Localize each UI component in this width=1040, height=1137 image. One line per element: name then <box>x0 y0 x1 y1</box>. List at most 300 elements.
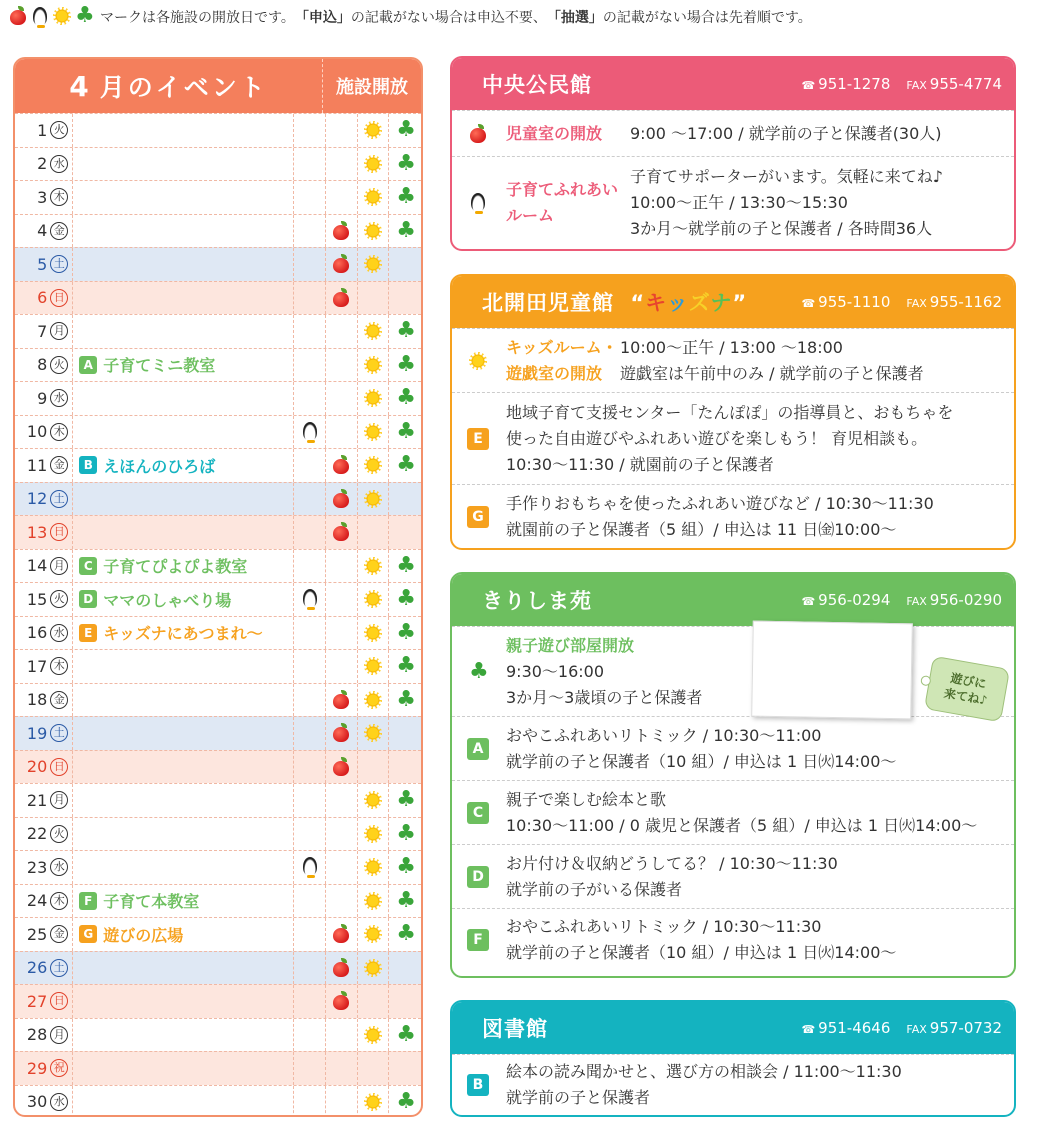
peng-cell <box>294 851 326 884</box>
calendar-row <box>15 180 421 214</box>
item-name: 子育てふれあい ルーム <box>506 179 619 225</box>
peng-cell <box>294 349 326 382</box>
calendar-row <box>15 683 421 717</box>
phone-icon: ☎ <box>801 595 816 608</box>
day-cell <box>15 885 73 918</box>
peng-cell <box>294 282 326 315</box>
calendar-row <box>15 381 421 415</box>
calendar-row <box>15 113 421 147</box>
clover-icon <box>395 857 415 877</box>
day-cell <box>15 751 73 784</box>
sun-icon <box>363 790 383 810</box>
peng-cell <box>294 918 326 951</box>
sun-icon <box>363 455 383 475</box>
phone-icon: ☎ <box>801 297 816 310</box>
list-item <box>452 1054 1014 1114</box>
apple-icon <box>331 757 351 777</box>
sun-cell <box>358 851 390 884</box>
sun-cell <box>358 114 390 147</box>
legend-lottery: 「抽選」 <box>546 10 603 26</box>
day-number: 21 <box>26 790 48 810</box>
day-of-week: 祝 <box>50 1059 68 1077</box>
apple-cell <box>326 483 358 516</box>
day-of-week: 月 <box>50 322 68 340</box>
day-number: 27 <box>26 991 48 1011</box>
day-cell <box>15 818 73 851</box>
day-of-week: 金 <box>50 925 68 943</box>
facility-open-header: 施設開放 <box>336 77 408 98</box>
sun-cell <box>358 617 390 650</box>
peng-cell <box>294 315 326 348</box>
calendar-title <box>15 59 323 113</box>
contact-info <box>801 1019 1002 1037</box>
sun-cell <box>358 550 390 583</box>
apple-icon <box>331 690 351 710</box>
sun-icon <box>363 1025 383 1045</box>
event-calendar <box>13 57 423 1117</box>
peng-cell <box>294 181 326 214</box>
sun-cell <box>358 1019 390 1052</box>
clover-icon <box>395 321 415 341</box>
event-cell <box>73 282 294 315</box>
sun-icon <box>363 489 383 509</box>
list-item <box>452 844 1014 908</box>
penguin-icon <box>300 588 320 610</box>
apple-cell <box>326 617 358 650</box>
card-header <box>452 58 1014 110</box>
event-tag: A <box>467 738 489 760</box>
day-of-week: 金 <box>50 456 68 474</box>
list-item <box>452 328 1014 392</box>
apple-cell <box>326 516 358 549</box>
clover-icon <box>395 824 415 844</box>
contact-info <box>801 591 1002 609</box>
kizuna-letter: ナ <box>710 291 733 315</box>
event-cell <box>73 851 294 884</box>
event-tag: F <box>467 929 489 951</box>
calendar-row <box>15 247 421 281</box>
apple-cell <box>326 851 358 884</box>
peng-cell <box>294 248 326 281</box>
sun-icon <box>363 355 383 375</box>
clover-icon <box>395 623 415 643</box>
clover-icon <box>395 656 415 676</box>
item-detail: おやこふれあいリトミック / 10:30〜11:30 就学前の子と保護者（10 組）/ 申込は 1 日㈫14:00〜 <box>506 916 897 962</box>
apple-cell <box>326 550 358 583</box>
apple-cell <box>326 349 358 382</box>
day-of-week: 水 <box>50 858 68 876</box>
item-detail: 地域子育て支援センター「たんぽぽ」の指導員と、おもちゃを 使った自由遊びやふれあい遊びを楽しもう！ 育児相談も。 10:30〜11:30 / 就園前の子と保護者 <box>506 402 954 474</box>
day-of-week: 日 <box>50 992 68 1010</box>
sun-cell <box>358 885 390 918</box>
day-cell <box>15 349 73 382</box>
legend-bar <box>8 6 812 28</box>
list-item <box>452 716 1014 780</box>
day-cell <box>15 1086 73 1118</box>
day-cell <box>15 1052 73 1085</box>
day-number: 8 <box>37 355 48 375</box>
day-number: 24 <box>26 891 48 911</box>
day-cell <box>15 952 73 985</box>
day-number: 17 <box>26 656 48 676</box>
calendar-row <box>15 984 421 1018</box>
day-of-week: 土 <box>50 490 68 508</box>
peng-cell <box>294 449 326 482</box>
sun-cell <box>358 282 390 315</box>
apple-icon <box>331 924 351 944</box>
day-cell <box>15 918 73 951</box>
peng-cell <box>294 382 326 415</box>
clover-cell <box>389 1052 421 1085</box>
clover-cell <box>389 382 421 415</box>
kizuna-open-quote: “ <box>630 291 646 315</box>
day-of-week: 木 <box>50 423 68 441</box>
day-of-week: 水 <box>50 389 68 407</box>
day-number: 15 <box>26 589 48 609</box>
peng-cell <box>294 784 326 817</box>
sun-icon <box>363 924 383 944</box>
apple-cell <box>326 148 358 181</box>
day-cell <box>15 282 73 315</box>
day-of-week: 水 <box>50 624 68 642</box>
day-of-week: 土 <box>50 959 68 977</box>
clover-icon <box>395 388 415 408</box>
day-of-week: 日 <box>50 523 68 541</box>
day-of-week: 金 <box>50 222 68 240</box>
day-cell <box>15 617 73 650</box>
event-cell <box>73 550 294 583</box>
apple-cell <box>326 114 358 147</box>
phone-number: ☎ 951-1278 <box>801 75 891 93</box>
day-of-week: 木 <box>50 657 68 675</box>
day-cell <box>15 148 73 181</box>
speech-bubble-tag: 遊びに 来てね♪ <box>924 656 1010 723</box>
clover-icon <box>395 120 415 140</box>
sun-icon <box>468 351 488 371</box>
calendar-row <box>15 616 421 650</box>
day-of-week: 土 <box>50 255 68 273</box>
penguin-icon <box>300 421 320 443</box>
clover-cell <box>389 784 421 817</box>
day-number: 16 <box>26 623 48 643</box>
list-item <box>452 908 1014 970</box>
calendar-row <box>15 214 421 248</box>
event-cell <box>73 684 294 717</box>
facility-name: きりしま苑 <box>482 589 592 613</box>
calendar-row <box>15 951 421 985</box>
day-cell <box>15 985 73 1018</box>
event-cell <box>73 449 294 482</box>
sun-icon <box>363 958 383 978</box>
sun-icon <box>363 623 383 643</box>
calendar-title-text: 月のイベント <box>99 73 268 102</box>
legend-text-1: マークは各施設の開放日です。 <box>100 10 295 26</box>
day-cell <box>15 248 73 281</box>
kizuna-close-quote: ” <box>732 291 748 315</box>
event-cell <box>73 952 294 985</box>
clover-cell <box>389 315 421 348</box>
clover-icon <box>395 690 415 710</box>
apple-icon <box>331 221 351 241</box>
day-number: 23 <box>26 857 48 877</box>
event-cell <box>73 382 294 415</box>
item-name: キッズルーム・ 遊戯室の開放 <box>506 337 618 383</box>
clover-icon <box>395 589 415 609</box>
sun-icon <box>363 388 383 408</box>
day-number: 6 <box>37 288 48 308</box>
peng-cell <box>294 985 326 1018</box>
calendar-row <box>15 1018 421 1052</box>
day-number: 22 <box>26 824 48 844</box>
event-cell <box>73 1052 294 1085</box>
event-name: 子育て本教室 <box>103 892 200 912</box>
event-cell <box>73 985 294 1018</box>
day-cell <box>15 650 73 683</box>
card-header <box>452 574 1014 626</box>
calendar-row <box>15 448 421 482</box>
event-cell <box>73 1086 294 1118</box>
day-cell <box>15 717 73 750</box>
sun-cell <box>358 1086 390 1118</box>
item-name: 親子遊び部屋開放 <box>506 635 635 655</box>
day-cell <box>15 315 73 348</box>
fax-number: FAX 956-0290 <box>906 591 1002 609</box>
apple-icon <box>8 6 28 26</box>
day-of-week: 日 <box>50 289 68 307</box>
calendar-row <box>15 147 421 181</box>
event-cell <box>73 583 294 616</box>
clover-cell <box>389 516 421 549</box>
event-tag: E <box>79 624 97 642</box>
apple-cell <box>326 416 358 449</box>
phone-number: ☎ 951-4646 <box>801 1019 891 1037</box>
sun-icon <box>363 824 383 844</box>
calendar-row <box>15 415 421 449</box>
day-cell <box>15 114 73 147</box>
day-number: 12 <box>26 489 48 509</box>
fax-label: FAX <box>906 1023 927 1036</box>
clover-cell <box>389 550 421 583</box>
apple-cell <box>326 985 358 1018</box>
day-of-week: 金 <box>50 691 68 709</box>
clover-cell <box>389 181 421 214</box>
clover-cell <box>389 885 421 918</box>
peng-cell <box>294 114 326 147</box>
event-tag: G <box>79 925 97 943</box>
penguin-icon <box>30 6 50 28</box>
clover-cell <box>389 818 421 851</box>
clover-cell <box>389 148 421 181</box>
card-kirishimaen <box>450 572 1016 978</box>
peng-cell <box>294 1052 326 1085</box>
apple-icon <box>331 489 351 509</box>
item-detail: おやこふれあいリトミック / 10:30〜11:00 就学前の子と保護者（10 組）/ 申込は 1 日㈫14:00〜 <box>506 725 897 771</box>
sun-icon <box>363 120 383 140</box>
sun-cell <box>358 985 390 1018</box>
calendar-row <box>15 281 421 315</box>
legend-apply: 「申込」 <box>294 10 351 26</box>
clover-icon <box>468 662 488 682</box>
day-number: 2 <box>37 154 48 174</box>
sun-cell <box>358 684 390 717</box>
day-of-week: 水 <box>50 1093 68 1111</box>
apple-cell <box>326 215 358 248</box>
facility-name: 図書館 <box>482 1017 548 1041</box>
sun-cell <box>358 751 390 784</box>
event-name: 子育てぴよぴよ教室 <box>103 557 248 577</box>
list-item <box>452 484 1014 548</box>
calendar-row <box>15 783 421 817</box>
peng-cell <box>294 818 326 851</box>
day-of-week: 土 <box>50 724 68 742</box>
event-cell <box>73 349 294 382</box>
calendar-row <box>15 917 421 951</box>
sun-cell <box>358 516 390 549</box>
legend-text-2: の記載がない場合は申込不要、 <box>350 10 547 26</box>
fax-label: FAX <box>906 595 927 608</box>
day-of-week: 火 <box>50 590 68 608</box>
event-name: えほんのひろば <box>103 456 216 476</box>
sun-icon <box>363 254 383 274</box>
clover-icon <box>395 422 415 442</box>
clover-icon <box>395 455 415 475</box>
sun-icon <box>363 187 383 207</box>
clover-icon <box>395 556 415 576</box>
event-tag: C <box>467 802 489 824</box>
day-number: 28 <box>26 1025 48 1045</box>
legend-text-3: の記載がない場合は先着順です。 <box>602 10 812 26</box>
apple-icon <box>331 254 351 274</box>
sun-cell <box>358 315 390 348</box>
apple-cell <box>326 918 358 951</box>
calendar-row <box>15 1085 421 1118</box>
day-of-week: 火 <box>50 121 68 139</box>
clover-cell <box>389 449 421 482</box>
kizuna-letter: ッ <box>666 291 689 315</box>
clover-cell <box>389 349 421 382</box>
calendar-row <box>15 850 421 884</box>
apple-cell <box>326 1019 358 1052</box>
clover-cell <box>389 717 421 750</box>
event-tag: A <box>79 356 97 374</box>
list-item <box>452 156 1014 248</box>
event-name: 遊びの広場 <box>103 925 184 945</box>
calendar-row <box>15 549 421 583</box>
sun-cell <box>358 918 390 951</box>
event-cell <box>73 885 294 918</box>
peng-cell <box>294 717 326 750</box>
day-number: 19 <box>26 723 48 743</box>
apple-cell <box>326 1086 358 1118</box>
day-number: 29 <box>26 1058 48 1078</box>
apple-icon <box>331 958 351 978</box>
sun-cell <box>358 449 390 482</box>
kizuna-logo <box>630 291 747 315</box>
fax-number: FAX 955-4774 <box>906 75 1002 93</box>
sun-icon <box>363 656 383 676</box>
clover-cell <box>389 416 421 449</box>
clover-icon <box>395 924 415 944</box>
day-of-week: 月 <box>50 557 68 575</box>
item-detail: 手作りおもちゃを使ったふれあい遊びなど / 10:30〜11:30 就園前の子と保護者（5 組）/ 申込は 11 日㈮10:00〜 <box>506 493 934 539</box>
sun-cell <box>358 717 390 750</box>
clover-cell <box>389 918 421 951</box>
sun-cell <box>358 416 390 449</box>
apple-cell <box>326 784 358 817</box>
calendar-header <box>15 59 421 113</box>
apple-cell <box>326 181 358 214</box>
day-of-week: 日 <box>50 758 68 776</box>
sun-cell <box>358 583 390 616</box>
day-of-week: 火 <box>50 825 68 843</box>
item-name: 児童室の開放 <box>506 123 603 143</box>
peng-cell <box>294 885 326 918</box>
apple-cell <box>326 684 358 717</box>
day-number: 10 <box>26 422 48 442</box>
item-detail: 親子で楽しむ絵本と歌 10:30〜11:00 / 0 歳児と保護者（5 組）/ 申込は 1 日㈫14:00〜 <box>506 789 978 835</box>
clover-cell <box>389 851 421 884</box>
clover-cell <box>389 985 421 1018</box>
event-cell <box>73 483 294 516</box>
list-item <box>452 780 1014 844</box>
day-of-week: 火 <box>50 356 68 374</box>
clover-icon <box>395 1025 415 1045</box>
clover-icon <box>395 1092 415 1112</box>
calendar-row <box>15 817 421 851</box>
event-cell <box>73 818 294 851</box>
peng-cell <box>294 684 326 717</box>
item-detail: 子育てサポーターがいます。気軽に来てね♪ 10:00〜正午 / 13:30〜15:30 3か月〜就学前の子と保護者 / 各時間36人 <box>630 166 943 238</box>
sun-icon <box>363 422 383 442</box>
event-cell <box>73 315 294 348</box>
day-number: 1 <box>37 120 48 140</box>
event-name: ママのしゃべり場 <box>103 590 232 610</box>
sun-icon <box>363 154 383 174</box>
calendar-row <box>15 716 421 750</box>
day-number: 4 <box>37 221 48 241</box>
penguin-icon <box>468 192 488 214</box>
event-name: 子育てミニ教室 <box>103 356 216 376</box>
peng-cell <box>294 617 326 650</box>
event-name: キッズナにあつまれ〜 <box>103 624 263 644</box>
sun-cell <box>358 650 390 683</box>
sun-cell <box>358 215 390 248</box>
clover-cell <box>389 1019 421 1052</box>
sun-icon <box>363 891 383 911</box>
clover-cell <box>389 617 421 650</box>
clover-icon <box>395 790 415 810</box>
day-number: 3 <box>37 187 48 207</box>
event-tag: C <box>79 557 97 575</box>
item-detail: 絵本の読み聞かせと、選び方の相談会 / 11:00〜11:30 就学前の子と保護者 <box>506 1061 902 1107</box>
card-toshokan <box>450 1000 1016 1117</box>
clover-cell <box>389 650 421 683</box>
sun-icon <box>52 6 72 26</box>
apple-cell <box>326 382 358 415</box>
sun-cell <box>358 181 390 214</box>
item-detail: お片付け＆収納どうしてる？ / 10:30〜11:30 就学前の子がいる保護者 <box>506 853 838 899</box>
event-tag: D <box>467 866 489 888</box>
fax-label: FAX <box>906 79 927 92</box>
day-number: 5 <box>37 254 48 274</box>
apple-cell <box>326 885 358 918</box>
card-kitakaita-jidokan <box>450 274 1016 550</box>
apple-cell <box>326 1052 358 1085</box>
day-of-week: 木 <box>50 892 68 910</box>
peng-cell <box>294 516 326 549</box>
calendar-row <box>15 515 421 549</box>
sun-cell <box>358 784 390 817</box>
